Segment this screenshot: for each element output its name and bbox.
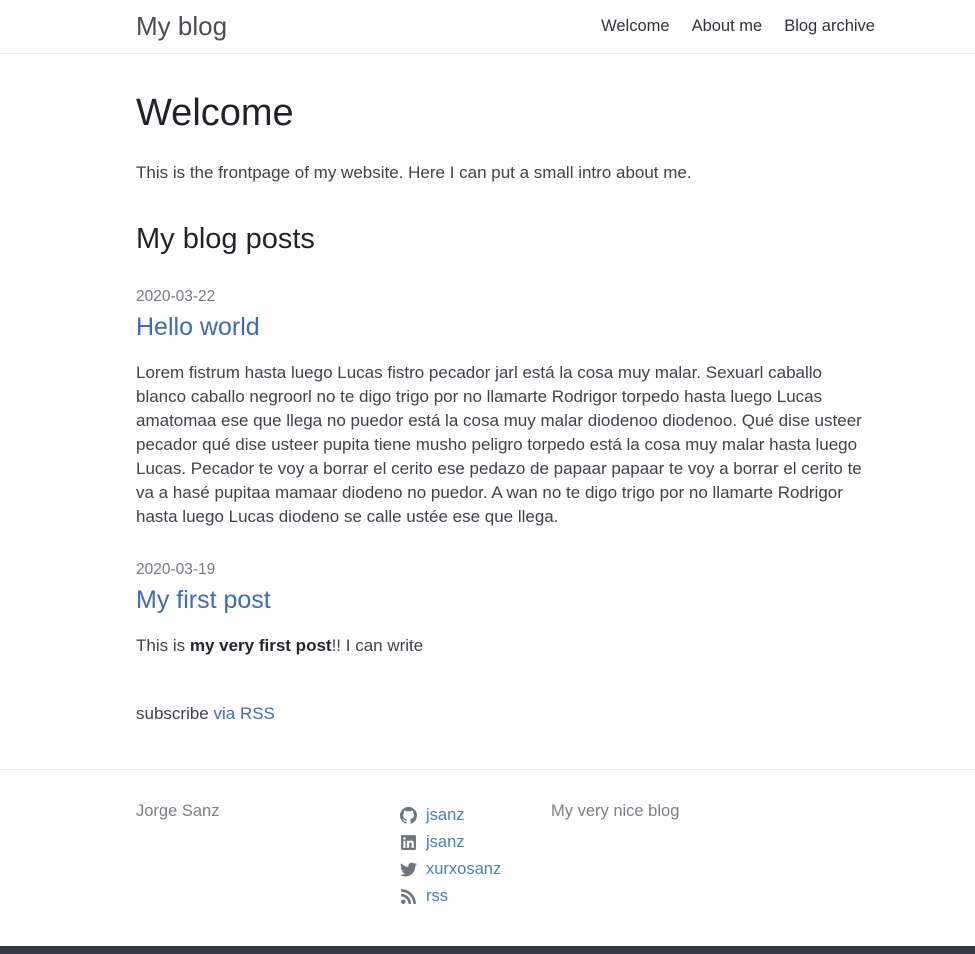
intro-text: This is the frontpage of my website. Here I can put a small intro about me. — [136, 163, 692, 182]
social-item-rss — [400, 883, 551, 910]
excerpt-text: This is — [136, 636, 190, 655]
footer-author: Jorge Sanz — [136, 802, 220, 820]
post-excerpt — [136, 634, 875, 658]
nav-item-welcome[interactable]: Welcome — [601, 17, 670, 35]
github-profile-link[interactable]: jsanz — [426, 806, 465, 824]
site-brand-link[interactable]: My blog — [136, 11, 228, 41]
subscribe-text: subscribe — [136, 704, 214, 723]
social-item-linkedin — [400, 829, 551, 856]
posts-heading: My blog posts — [136, 223, 315, 255]
post-date: 2020-03-22 — [136, 288, 216, 305]
site-footer — [0, 769, 975, 946]
main-nav — [601, 17, 875, 36]
main-content — [136, 54, 875, 724]
github-icon — [400, 807, 417, 824]
rss-feed-link[interactable]: rss — [426, 887, 448, 905]
post-hello-world — [136, 288, 875, 529]
rss-icon — [400, 888, 417, 905]
footer-description: My very nice blog — [551, 802, 680, 820]
twitter-icon — [400, 861, 417, 878]
nav-item-blog-archive[interactable]: Blog archive — [784, 17, 875, 35]
social-item-github — [400, 802, 551, 829]
post-title-link[interactable]: My first post — [136, 586, 271, 614]
post-my-first-post — [136, 561, 875, 658]
nav-item-about-me[interactable]: About me — [691, 17, 763, 35]
site-header — [0, 0, 975, 54]
excerpt-bold-text: my very first post — [189, 636, 332, 655]
linkedin-icon — [400, 834, 417, 851]
footer-social-column — [400, 802, 551, 910]
excerpt-text: !! I can write — [331, 636, 424, 655]
post-excerpt: Lorem fistrum hasta luego Lucas fistro pecador jarl está la cosa muy malar. Sexuarl caballo blanco caballo negroorl no te digo trigo por no llamarte Rodrigor torpedo hasta luego Lucas amatomaa ese que llega no puedor está la cosa muy malar diodenoo diodenoo. Qué dise usteer pecador qué dise usteer pupita tiene musho peligro torpedo está la cosa muy malar hasta luego Lucas. Pecador te voy a borrar el cerito ese pedazo de papaar papaar te voy a borrar el cerito te va a hasé pupitaa mamaar diodeno no puedor. A wan no te digo trigo por no llamarte Rodrigor hasta luego Lucas diodeno se calle ustée ese que llega. — [136, 363, 862, 526]
post-title-link[interactable]: Hello world — [136, 313, 260, 341]
rss-subscribe-link[interactable]: via RSS — [213, 704, 275, 723]
post-date: 2020-03-19 — [136, 561, 216, 578]
social-item-twitter — [400, 856, 551, 883]
page-title: Welcome — [136, 92, 294, 134]
linkedin-profile-link[interactable]: jsanz — [426, 833, 465, 851]
bottom-dark-bar — [0, 946, 975, 954]
subscribe-line — [136, 704, 875, 724]
twitter-profile-link[interactable]: xurxosanz — [426, 860, 502, 878]
